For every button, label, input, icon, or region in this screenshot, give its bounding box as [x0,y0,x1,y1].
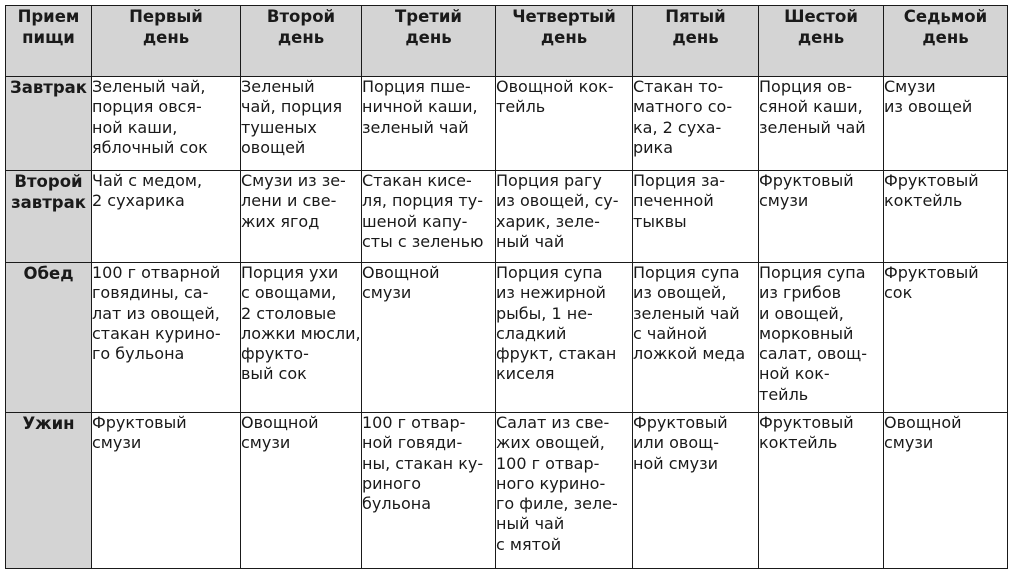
meal-label: Ужин [6,413,92,569]
table-cell: Овощной смузи [362,263,496,413]
table-cell: 100 г отвар- ной говяди- ны, стакан ку- риного бульона [362,413,496,569]
header-day-6: Шестой день [759,6,884,77]
table-cell: Фруктовый смузи [92,413,241,569]
table-cell: Фруктовый смузи [759,171,884,263]
row-dinner [6,413,1008,569]
row-second-breakfast [6,171,1008,263]
meal-label: Завтрак [6,77,92,171]
header-day-3: Третий день [362,6,496,77]
row-breakfast [6,77,1008,171]
table-cell: Фруктовый коктейль [884,171,1008,263]
table-cell: Овощной кок- тейль [496,77,633,171]
table-cell: Стакан то- матного со- ка, 2 суха- рика [633,77,759,171]
table-cell: Чай с медом, 2 сухарика [92,171,241,263]
meal-label: Второй завтрак [6,171,92,263]
table-cell: Порция супа из овощей, зеленый чай с чайной ложкой меда [633,263,759,413]
row-lunch [6,263,1008,413]
table-cell: Порция за- печенной тыквы [633,171,759,263]
table-cell: Смузи из зе- лени и све- жих ягод [241,171,362,263]
table-cell: Порция ухи с овощами, 2 столовые ложки мюсли, фрукто- вый сок [241,263,362,413]
table-cell: Салат из све- жих овощей, 100 г отвар- ного курино- го филе, зеле- ный чай с мятой [496,413,633,569]
table-cell: 100 г отварной говядины, са- лат из овощей, стакан курино- го бульона [92,263,241,413]
table-cell: Порция супа из нежирной рыбы, 1 не- сладкий фрукт, стакан киселя [496,263,633,413]
header-meal: Прием пищи [6,6,92,77]
meal-label: Обед [6,263,92,413]
header-row [6,6,1008,77]
table-cell: Порция рагу из овощей, су- харик, зеле- ный чай [496,171,633,263]
table-cell: Порция пше- ничной каши, зеленый чай [362,77,496,171]
table-cell: Порция супа из грибов и овощей, морковный салат, овощ- ной кок- тейль [759,263,884,413]
table-cell: Смузи из овощей [884,77,1008,171]
table-cell: Овощной смузи [241,413,362,569]
table-cell: Зеленый чай, порция тушеных овощей [241,77,362,171]
diet-menu-table [5,5,1008,569]
header-day-4: Четвертый день [496,6,633,77]
table-cell: Фруктовый или овощ- ной смузи [633,413,759,569]
table-cell: Стакан кисе- ля, порция ту- шеной капу- сты с зеленью [362,171,496,263]
table-cell: Зеленый чай, порция овся- ной каши, яблочный сок [92,77,241,171]
table-cell: Фруктовый сок [884,263,1008,413]
header-day-1: Первый день [92,6,241,77]
table-cell: Порция ов- сяной каши, зеленый чай [759,77,884,171]
header-day-5: Пятый день [633,6,759,77]
table-cell: Фруктовый коктейль [759,413,884,569]
header-day-2: Второй день [241,6,362,77]
table-cell: Овощной смузи [884,413,1008,569]
header-day-7: Седьмой день [884,6,1008,77]
